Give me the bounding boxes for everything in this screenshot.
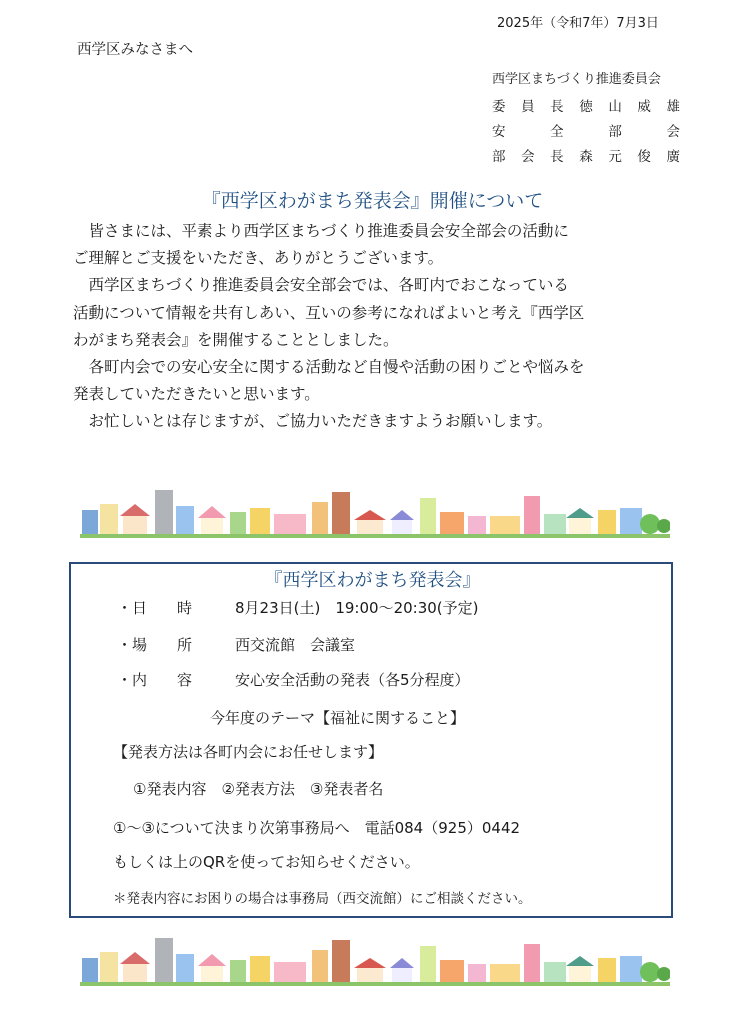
date: 2025年（令和7年）7月3日 <box>497 16 659 31</box>
dept-line <box>492 120 680 140</box>
dept-char: 部 <box>608 124 622 140</box>
chair-char: 委 <box>492 99 506 115</box>
organization: 西学区まちづくり推進委員会 <box>492 72 661 87</box>
place-label: ・場 所 <box>117 636 193 654</box>
content-label: ・内 容 <box>117 671 193 689</box>
date-label: ・日 時 <box>117 599 193 617</box>
place-value: 西交流館 会議室 <box>235 636 356 654</box>
event-date-row <box>117 597 479 618</box>
event-title: 『西学区わがまち発表会』 <box>264 570 481 591</box>
event-content-row <box>117 669 470 690</box>
town-banner-illustration-bottom <box>80 934 670 986</box>
chair-char: 雄 <box>666 99 680 115</box>
body-line: 発表していただきたいと思います。 <box>73 385 320 404</box>
event-place-row <box>117 634 355 655</box>
body-line: お忙しいとは存じますが、ご協力いただきますようお願いします。 <box>73 412 553 431</box>
dept-head-char: 長 <box>550 149 564 165</box>
addressee: 西学区みなさまへ <box>77 42 193 58</box>
dept-head-line <box>492 145 680 165</box>
chair-char: 山 <box>608 99 622 115</box>
body-line: 活動について情報を共有しあい、互いの参考になればよいと考え『西学区 <box>73 303 585 322</box>
dept-char: 会 <box>666 124 680 140</box>
chair-char: 威 <box>637 99 651 115</box>
body-line: 各町内会での安心安全に関する活動など自慢や活動の困りごとや悩みを <box>73 358 585 377</box>
dept-head-char: 俊 <box>637 149 651 165</box>
theme: 今年度のテーマ【福祉に関すること】 <box>210 709 466 727</box>
body-line: 皆さまには、平素より西学区まちづくり推進委員会安全部会の活動に <box>73 222 569 240</box>
chair-char: 徳 <box>579 99 593 115</box>
dept-head-char: 部 <box>492 149 506 165</box>
chair-char: 員 <box>521 99 535 115</box>
content-value: 安心安全活動の発表（各5分程度） <box>235 671 470 689</box>
date-value: 8月23日(土) 19:00～20:30(予定) <box>235 599 479 617</box>
letter-title: 『西学区わがまち発表会』開催について <box>201 190 544 212</box>
method: 【発表方法は各町内会にお任せします】 <box>113 743 384 761</box>
submission-items: ①発表内容 ②発表方法 ③発表者名 <box>133 780 384 798</box>
chair-line <box>492 95 680 115</box>
dept-head-char: 元 <box>608 149 622 165</box>
body-line: 西学区まちづくり推進委員会安全部会では、各町内でおこなっている <box>73 276 569 295</box>
town-banner-illustration <box>80 486 670 538</box>
chair-char: 長 <box>550 99 564 115</box>
dept-char: 全 <box>550 124 564 140</box>
contact-info: ①～③について決まり次第事務局へ 電話084（925）0442 <box>113 819 521 837</box>
dept-char: 安 <box>492 124 506 140</box>
footnote: ＊発表内容にお困りの場合は事務局（西交流館）にご相談ください。 <box>113 891 532 907</box>
dept-head-char: 森 <box>579 149 593 165</box>
dept-head-char: 廣 <box>666 149 680 165</box>
body-line: ご理解とご支援をいただき、ありがとうございます。 <box>73 249 444 268</box>
letter-body <box>73 218 673 436</box>
body-line: わがまち発表会』を開催することとしました。 <box>73 330 399 349</box>
qr-instruction: もしくは上のQRを使ってお知らせください。 <box>113 853 420 871</box>
dept-head-char: 会 <box>521 149 535 165</box>
